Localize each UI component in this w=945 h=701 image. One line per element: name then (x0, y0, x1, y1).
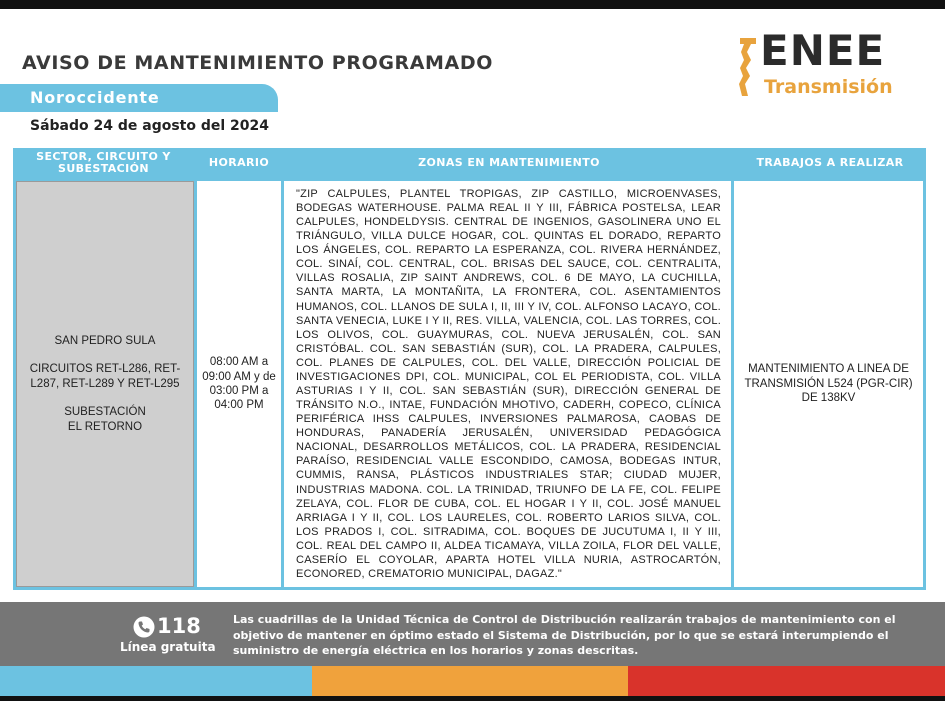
stripe-red (628, 666, 945, 696)
top-border (0, 0, 945, 9)
column-header-sector: SECTOR, CIRCUITO Y SUBESTACIÓN (36, 149, 171, 175)
hotline-label: Línea gratuita (120, 640, 216, 654)
column-header-trabajos: TRABAJOS A REALIZAR (756, 155, 904, 169)
table-row (13, 178, 926, 590)
page-title: AVISO DE MANTENIMIENTO PROGRAMADO (22, 52, 493, 74)
phone-icon (133, 616, 155, 638)
column-header-horario: HORARIO (208, 155, 270, 169)
notice-date: Sábado 24 de agosto del 2024 (30, 118, 270, 134)
footer-notice: Las cuadrillas de la Unidad Técnica de Control de Distribución realizarán trabajos de mantenimiento con el objetivo de mantener en óptimo estado el Sistema de Distribución, por lo que se estará interumpiendo el suministro de energía eléctrica en los horarios y zonas descritas. (233, 613, 896, 658)
enee-logo (738, 26, 928, 100)
substation-name: EL RETORNO (67, 420, 143, 433)
stripe-blue (0, 666, 312, 696)
logo-brand-text: ENEE (760, 26, 886, 75)
zonas-text: "ZIP CALPULES, PLANTEL TROPIGAS, ZIP CASTILLO, MICROENVASES, BODEGAS WATERHOUSE. PALMA REAL II Y III, FÁBRICA POSTELSA, LEAR CALPULES, HONDELDYSIS. CENTRAL DE INGENIOS, GASOLINERA UNO EL TRIÁNGULO, VILLA DULCE HOGAR, COL. QUINTAS EL DORADO, REPARTO LOS ÁNGELES, COL. REPARTO LA ESPERANZA, COL. RIVERA HERNÁNDEZ, COL. SINAÍ, COL. CENTRAL, COL. BRISAS DEL SAUCE, COL. CENTRALITA, VILLAS ROSALIA, ZIP SAINT ANDREWS, COL. 6 DE MAYO, LA CUCHILLA, SANTA MARTA, LA MONTAÑITA, LA FRONTERA, COL. ASENTAMIENTOS HUMANOS, COL. LLANOS DE SULA I, II, III Y IV, COL. ALFONSO LACAYO, COL. SANTA VENECIA, LUKE I Y II, RES. VILLA, VALENCIA, COL. LAS TORRES, COL. LOS OLIVOS, COL. GUAYMURAS, COL. NUEVA JERUSALÉN, COL. SAN CRISTÓBAL. COL. SAN SEBASTIÁN (SUR), COL. LA PRADERA, CALPULES, COL. PLANES DE CALPULES, COL. DEL VALLE, DIRECCIÓN POLICIAL DE INVESTIGACIONES DPI, COL. MUNICIPAL, COL EL PERIODISTA, COL. VILLA ASTURIAS I Y II, COL. SAN SEBASTIÁN (SUR), DIRECCIÓN GENERAL DE TRÁNSITO N.O., INTAE, FUNDACIÓN MHOTIVO, CADERH, COPECO, CLÍNICA PERIFÉRICA IHSS CALPULES, INVERSIONES PALMAROSA, CAOBAS DE HONDURAS, PANADERÍA JERUSALÉN, UNIVERSIDAD PEDAGÓGICA NACIONAL, DESARROLLOS METÁLICOS, COL. LA PRADERA, RESIDENCIAL PARAÍSO, RESIDENCIAL VALLE ESCONDIDO, CAMOSA, BODEGAS INTUR, CUMMIS, RANSA, PLÁSTICOS INDUSTRIALES STAR; CIUDAD MUJER, INDUSTRIAS MADONA. COL. LA TRINIDAD, TRIUNFO DE LA FE, COL. FELIPE ZELAYA, COL. FLOR DE CUBA, COL. EL HOGAR I Y II, COL. JOSÉ MANUEL ARRIAGA I Y II, COL. LOS LAURELES, COL. ROBERTO LARIOS SILVA, COL. LOS PRADOS I, COL. SITRADIMA, COL. BOQUES DE JUCUTUMA I, II Y III, COL. REAL DEL CAMPO II, ALDEA TICAMAYA, VILLA ZOILA, FLOR DEL VALLE, CASERÍO EL COYOLAR, APARTA HOTEL VILLA NURIA, ASTROCARTÓN, ECONORED, CREMATORIO MUNICIPAL, DAGAZ." (296, 187, 721, 581)
table-header (13, 148, 926, 178)
zonas-cell (284, 181, 731, 587)
transmission-tower-icon (738, 38, 758, 96)
region-tab (0, 84, 278, 112)
column-header-zonas: ZONAS EN MANTENIMIENTO (418, 155, 600, 169)
footer-banner (0, 602, 945, 666)
sector-city: SAN PEDRO SULA (54, 335, 156, 348)
sector-cell (16, 181, 194, 587)
stripe-orange (312, 666, 628, 696)
trabajos-text: MANTENIMIENTO A LINEA DE TRANSMISIÓN L524 (PGR-CIR) DE 138KV (744, 363, 913, 405)
hotline-number: 118 (157, 614, 201, 638)
bottom-border (0, 696, 945, 701)
sector-circuits: CIRCUITOS RET-L286, RET-L287, RET-L289 Y RET-L295 (29, 363, 181, 390)
horario-cell (197, 181, 281, 587)
trabajos-cell (734, 181, 923, 587)
logo-subtitle: Transmisión (764, 76, 893, 98)
horario-text: 08:00 AM a 09:00 AM y de 03:00 PM a 04:00 PM (202, 356, 276, 412)
region-label: Noroccidente (30, 88, 160, 107)
maintenance-table (13, 148, 926, 590)
substation-label: SUBESTACIÓN (64, 406, 146, 419)
